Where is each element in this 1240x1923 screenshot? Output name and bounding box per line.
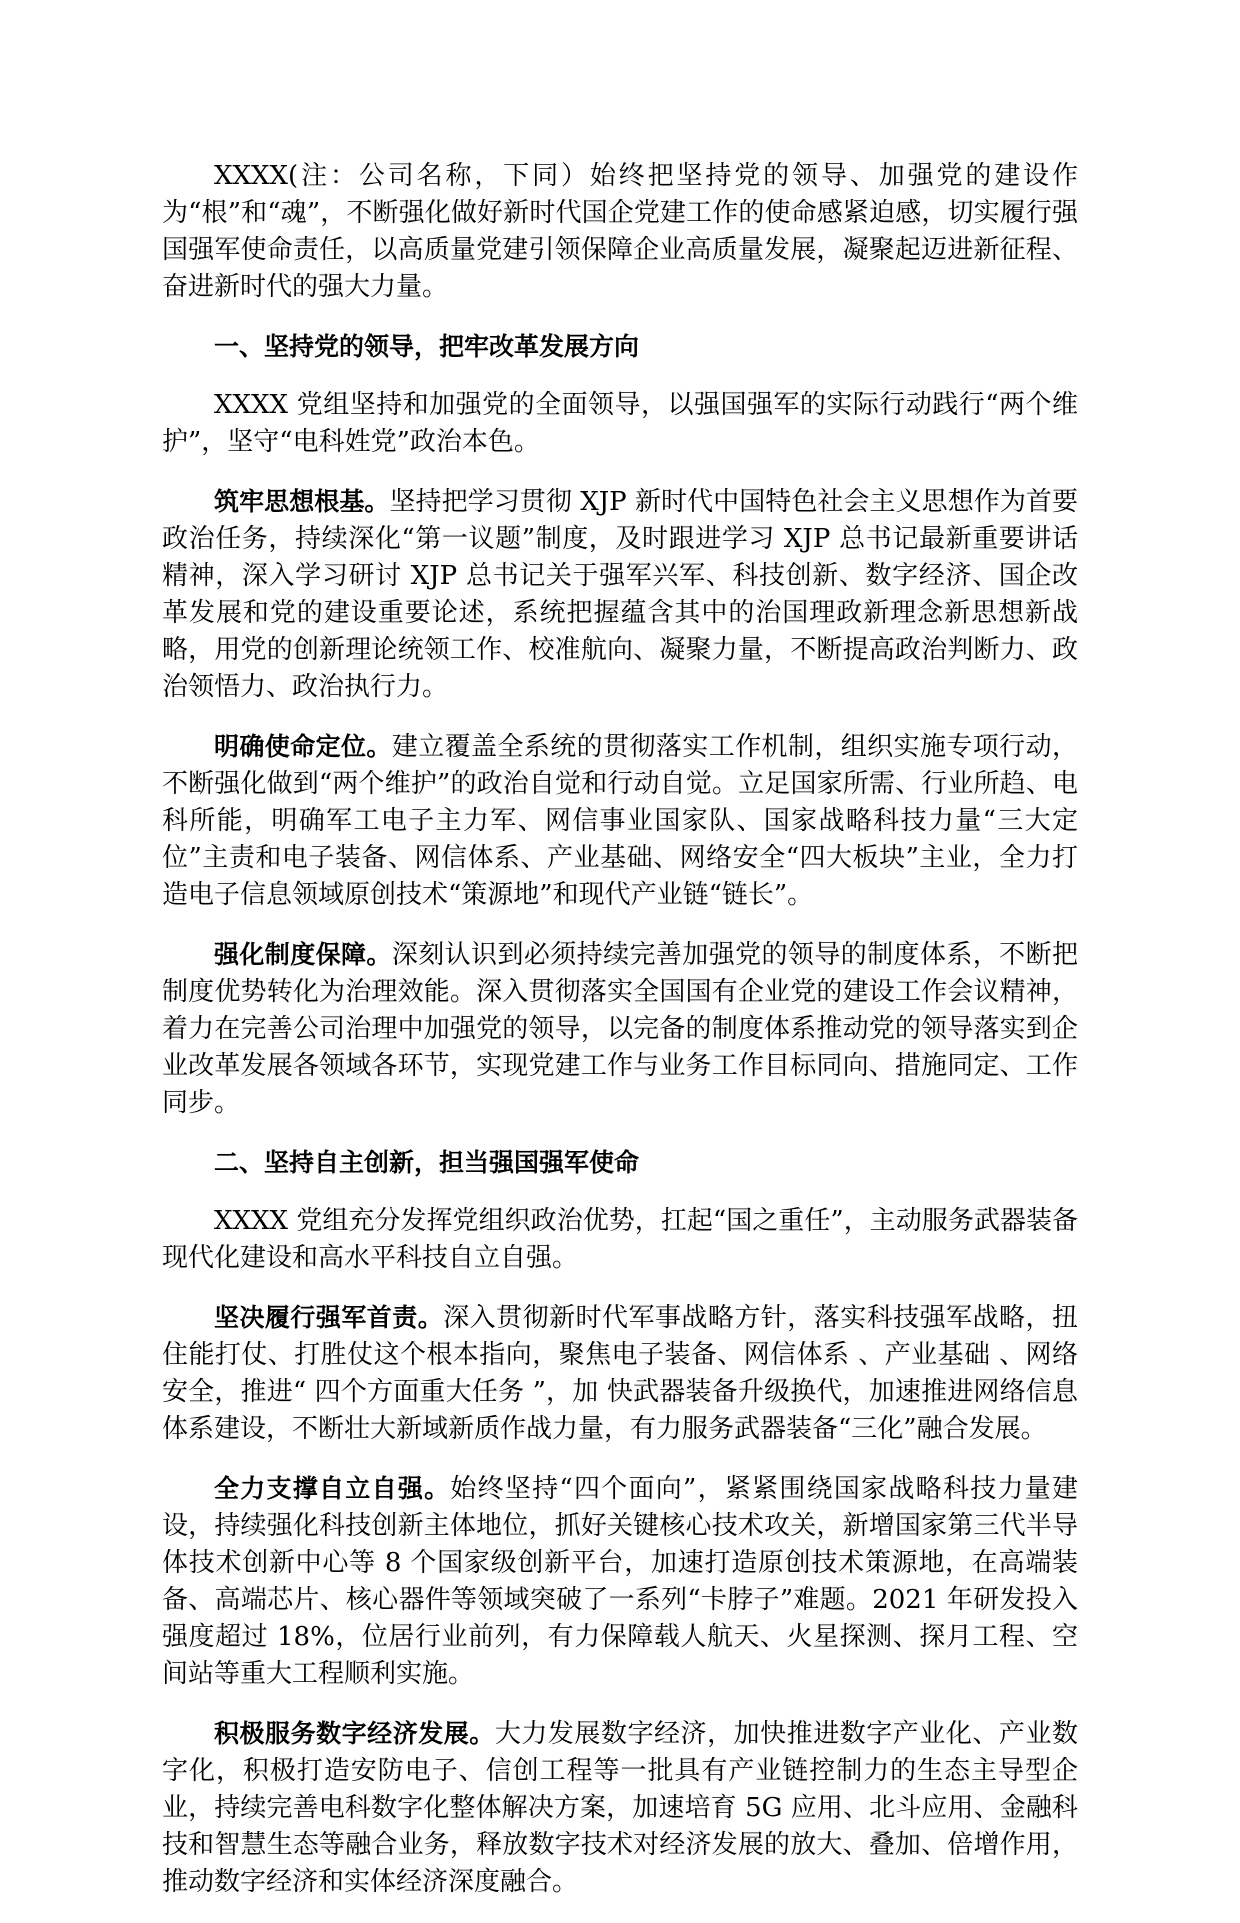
section-2-item-1 (162, 1299, 1078, 1448)
section-1-item-3-text: 深刻认识到必须持续完善加强党的领导的制度体系，不断把制度优势转化为治理效能。深入贯彻落实全国国有企业党的建设工作会议精神，着力在完善公司治理中加强党的领导，以完备的制度体系推动党的领导落实到企业改革发展各领域各环节，实现党建工作与业务工作目标同向、措施同定、工作同步。 (162, 940, 1078, 1118)
section-2-heading: 二、坚持自主创新，担当强国强军使命 (214, 1148, 640, 1177)
section-1-heading: 一、坚持党的领导，把牢改革发展方向 (214, 332, 640, 361)
section-2-intro: XXXX 党组充分发挥党组织政治优势，扛起“国之重任”，主动服务武器装备现代化建设和高水平科技自立自强。 (162, 1206, 1078, 1273)
section-2-item-2-lead: 全力支撑自立自强。 (214, 1474, 451, 1503)
intro-paragraph: XXXX(注：公司名称，下同）始终把坚持党的领导、加强党的建设作为“根”和“魂”，不断强化做好新时代国企党建工作的使命感紧迫感，切实履行强国强军使命责任，以高质量党建引领保障企业高质量发展，凝聚起迈进新征程、奋进新时代的强大力量。 (162, 161, 1078, 302)
document-page (162, 158, 1078, 1923)
section-2-item-1-lead: 坚决履行强军首责。 (214, 1303, 444, 1332)
section-1-item-2-text: 建立覆盖全系统的贯彻落实工作机制，组织实施专项行动，不断强化做到“两个维护”的政治自觉和行动自觉。立足国家所需、行业所趋、电科所能，明确军工电子主力军、网信事业国家队、国家战略科技力量“三大定位”主责和电子装备、网信体系、产业基础、网络安全“四大板块”主业，全力打造电子信息领域原创技术“策源地”和现代产业链“链长”。 (162, 732, 1078, 910)
section-1-intro: XXXX 党组坚持和加强党的全面领导，以强国强军的实际行动践行“两个维护”，坚守“电科姓党”政治本色。 (162, 390, 1078, 457)
section-2-item-3 (162, 1715, 1078, 1901)
section-2-item-3-lead: 积极服务数字经济发展。 (214, 1719, 495, 1748)
section-2-item-2-text: 始终坚持“四个面向”，紧紧围绕国家战略科技力量建设，持续强化科技创新主体地位，抓好关键核心技术攻关，新增国家第三代半导体技术创新中心等 8 个国家级创新平台，加速打造原创技术策源地，在高端装备、高端芯片、核心器件等领域突破了一系列“卡脖子”难题。2021 年研发投入强度超过 18%，位居行业前列，有力保障载人航天、火星探测、探月工程、空间站等重大工程顺利实施。 (162, 1474, 1078, 1689)
section-1-item-1 (162, 483, 1078, 706)
section-1-item-3 (162, 936, 1078, 1122)
section-2-item-2 (162, 1470, 1078, 1693)
section-1-item-1-text: 坚持把学习贯彻 XJP 新时代中国特色社会主义思想作为首要政治任务，持续深化“第一议题”制度，及时跟进学习 XJP 总书记最新重要讲话精神，深入学习研讨 XJP 总书记关于强军兴军、科技创新、数字经济、国企改革发展和党的建设重要论述，系统把握蕴含其中的治国理政新理念新思想新战略，用党的创新理论统领工作、校准航向、凝聚力量，不断提高政治判断力、政治领悟力、政治执行力。 (162, 487, 1078, 702)
section-2-item-1-text: 深入贯彻新时代军事战略方针，落实科技强军战略，扭住能打仗、打胜仗这个根本指向，聚焦电子装备、网信体系 、产业基础 、网络安全，推进“ 四个方面重大任务 ”，加 快武器装备升级换代，加速推进网络信息体系建设，不断壮大新域新质作战力量，有力服务武器装备“三化”融合发展。 (162, 1303, 1078, 1444)
section-1-item-2 (162, 728, 1078, 914)
section-1-item-2-lead: 明确使命定位。 (214, 732, 392, 761)
section-1-item-3-lead: 强化制度保障。 (214, 940, 392, 969)
section-2-item-3-text: 大力发展数字经济，加快推进数字产业化、产业数字化，积极打造安防电子、信创工程等一批具有产业链控制力的生态主导型企业，持续完善电科数字化整体解决方案，加速培育 5G 应用、北斗应用、金融科技和智慧生态等融合业务，释放数字技术对经济发展的放大、叠加、倍增作用，推动数字经济和实体经济深度融合。 (162, 1719, 1078, 1897)
section-1-item-1-lead: 筑牢思想根基。 (214, 487, 390, 516)
